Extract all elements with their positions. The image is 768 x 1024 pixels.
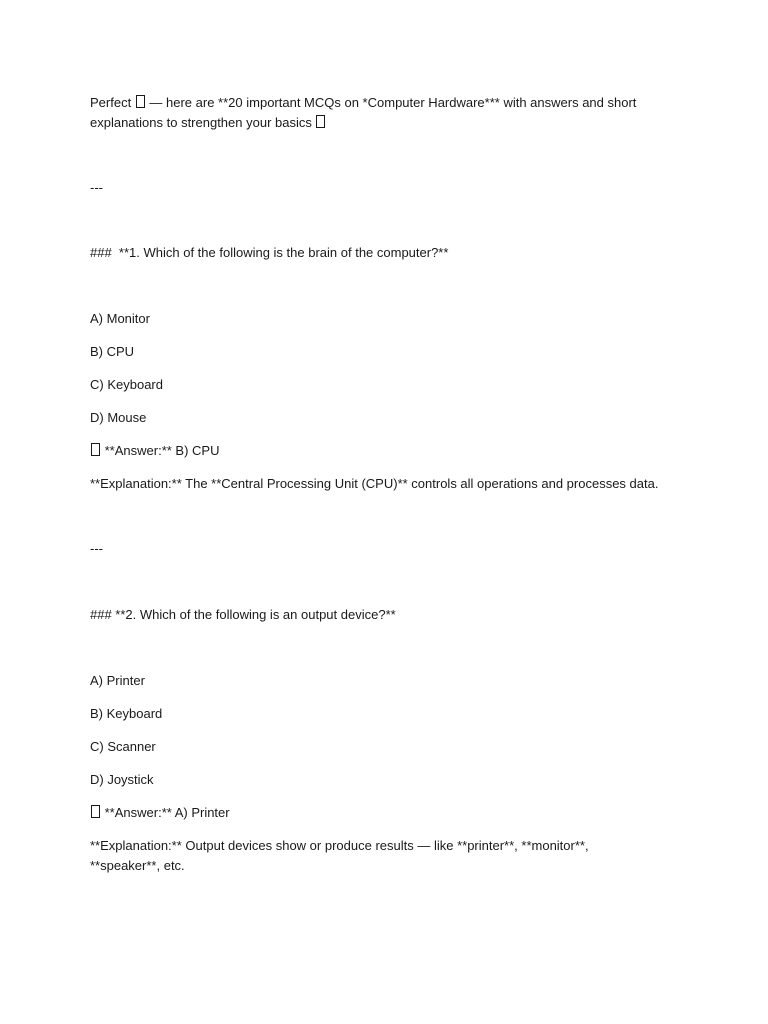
question-2-explanation-line-1: **Explanation:** Output devices show or produce results — like **printer**, **monitor**, — [90, 838, 589, 853]
missing-glyph-icon — [91, 805, 100, 818]
missing-glyph-icon — [316, 115, 325, 128]
question-2-option-a: A) Printer — [90, 673, 145, 688]
intro-text-1b: — here are **20 important MCQs on *Computer Hardware*** with answers and short — [145, 95, 637, 110]
missing-glyph-icon — [136, 95, 145, 108]
intro-line-1 — [90, 93, 680, 113]
question-1-option-b: B) CPU — [90, 344, 135, 359]
separator: --- — [90, 180, 103, 195]
document-page — [90, 93, 680, 876]
separator: --- — [90, 541, 103, 556]
question-1-answer-text: **Answer:** B) CPU — [101, 443, 220, 458]
question-2-option-c: C) Scanner — [90, 739, 156, 754]
question-2-answer-text: **Answer:** A) Printer — [101, 805, 230, 820]
question-1-option-d: D) Mouse — [90, 410, 147, 425]
question-1-option-c: C) Keyboard — [90, 377, 163, 392]
question-2-option-b: B) Keyboard — [90, 706, 163, 721]
question-2-option-d: D) Joystick — [90, 772, 154, 787]
question-2-explanation-line-2: **speaker**, etc. — [90, 858, 185, 873]
intro-text-1a: Perfect — [90, 95, 135, 110]
missing-glyph-icon — [91, 443, 100, 456]
intro-line-2 — [90, 113, 680, 133]
question-1-answer — [90, 441, 680, 461]
question-1-heading: ### **1. Which of the following is the brain of the computer?** — [90, 245, 449, 260]
question-2-answer — [90, 803, 680, 823]
intro-text-2a: explanations to strengthen your basics — [90, 115, 316, 130]
question-1-explanation: **Explanation:** The **Central Processing Unit (CPU)** controls all operations and processes data. — [90, 476, 659, 491]
question-1-option-a: A) Monitor — [90, 311, 150, 326]
question-2-heading: ### **2. Which of the following is an output device?** — [90, 607, 396, 622]
